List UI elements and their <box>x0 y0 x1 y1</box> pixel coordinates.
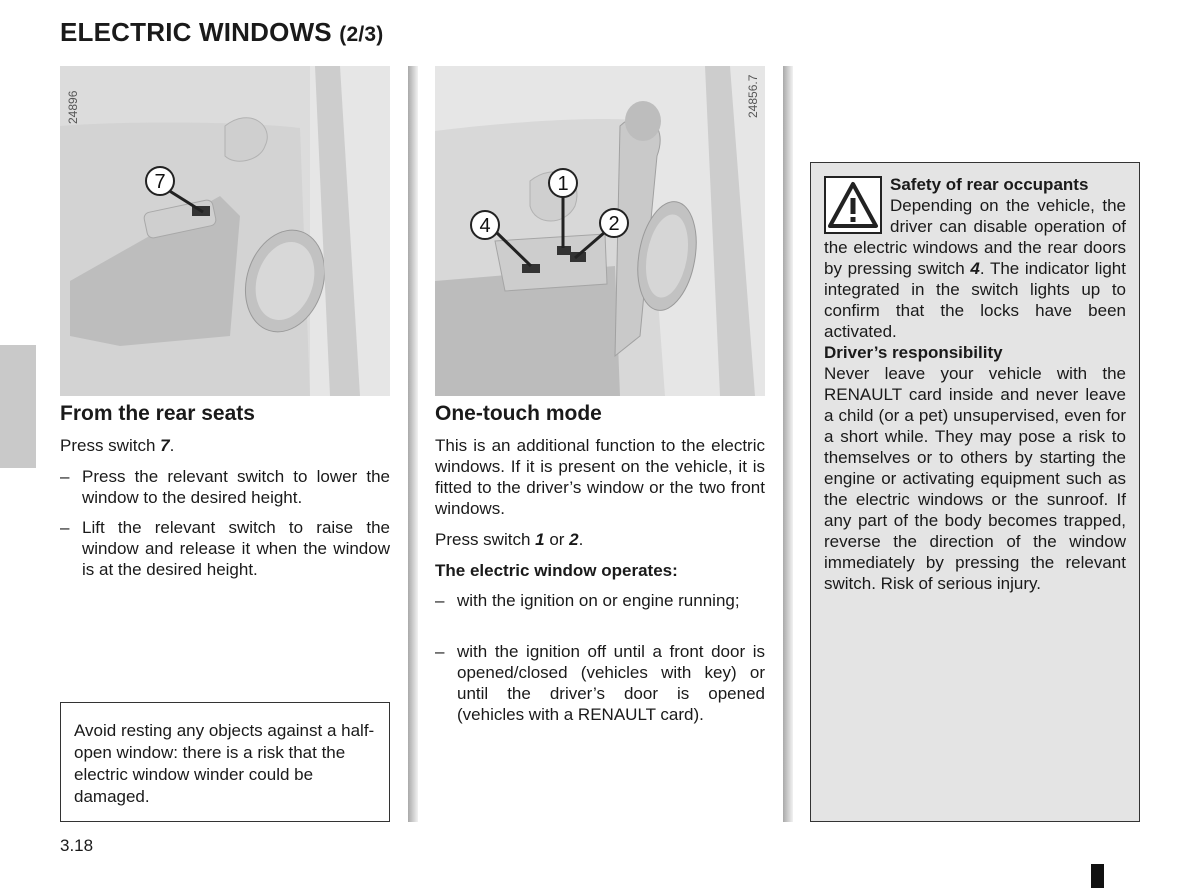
column-divider-left <box>408 66 418 822</box>
list-dash: – <box>435 642 445 661</box>
list-item <box>435 590 765 611</box>
callout-1: 1 <box>557 173 569 195</box>
list-item <box>60 466 390 508</box>
page-title <box>60 17 383 48</box>
list-item-text: Press the relevant switch to lower the window to the desired height. <box>82 467 390 507</box>
list-item <box>435 641 765 725</box>
intro-switch-number: 7 <box>160 436 170 455</box>
figure-reference-middle: 24856.7 <box>746 74 760 118</box>
figure-reference-left: 24896 <box>66 90 80 124</box>
column-divider-right <box>783 66 793 822</box>
callout-4: 4 <box>479 215 491 237</box>
safety-text-prefix: Depending on the vehicle, the driver can disable operation of the electric windows and the rear doors by pressing switch <box>824 196 1126 278</box>
one-touch-intro: This is an additional function to the electric windows. If it is present on the vehicle, it is fitted to the driver’s window or the two front windows. <box>435 436 765 518</box>
intro-prefix: Press switch <box>60 436 161 455</box>
list-dash: – <box>435 591 445 610</box>
page-title-text: ELECTRIC WINDOWS <box>60 17 332 47</box>
callout-2: 2 <box>608 213 620 235</box>
one-touch-heading: One-touch mode <box>435 402 602 425</box>
page-number: 3.18 <box>60 836 94 855</box>
left-callouts <box>60 66 390 396</box>
list-item-text: with the ignition on or engine running; <box>457 591 740 610</box>
safety-switch-number: 4 <box>970 259 980 278</box>
safety-text-suffix: . The indicator light integrated in the switch lights up to confirm that the locks have been activated. <box>824 259 1126 341</box>
responsibility-title: Driver’s responsibility <box>824 343 1003 362</box>
press-or: or <box>544 530 570 549</box>
safety-warning-box <box>810 162 1140 822</box>
list-item-text: Lift the relevant switch to raise the window and release it when the window is at the desired height. <box>82 518 390 579</box>
press-switch-2: 2 <box>569 530 579 549</box>
press-prefix: Press switch <box>435 530 536 549</box>
responsibility-text: Never leave your vehicle with the RENAULT card inside and never leave a child (or a pet) unsupervised, even for a short while. They may pose a risk to themselves or to others by starting the engine or activating equipment such as the electric windows or the sunroof. If any part of the body becomes trapped, reverse the direction of the window immediately by pressing the relevant switch. Risk of serious injury. <box>824 364 1126 593</box>
one-touch-press <box>435 529 765 550</box>
page-corner-mark <box>1091 864 1104 888</box>
page-title-suffix: (2/3) <box>339 23 384 46</box>
list-item-text: with the ignition off until a front door is opened/closed (vehicles with key) or until the driver’s door is opened (vehicles with a RENAULT card). <box>457 642 765 724</box>
intro-suffix: . <box>169 436 175 455</box>
press-switch-1: 1 <box>535 530 545 549</box>
press-suffix: . <box>578 530 584 549</box>
section-thumb-tab <box>0 345 36 468</box>
rear-seats-intro <box>60 435 390 456</box>
warning-triangle-icon <box>824 176 882 234</box>
window-object-note <box>60 702 390 822</box>
list-dash: – <box>60 467 70 486</box>
list-item <box>60 517 390 580</box>
middle-callouts <box>435 66 765 396</box>
list-dash: – <box>60 518 70 537</box>
callout-7: 7 <box>154 171 166 193</box>
safety-title: Safety of rear occupants <box>890 175 1089 194</box>
note-text: Avoid resting any objects against a half-open window: there is a risk that the electric window winder could be damaged. <box>74 721 375 806</box>
rear-seats-heading: From the rear seats <box>60 402 255 425</box>
operates-heading: The electric window operates: <box>435 561 678 580</box>
